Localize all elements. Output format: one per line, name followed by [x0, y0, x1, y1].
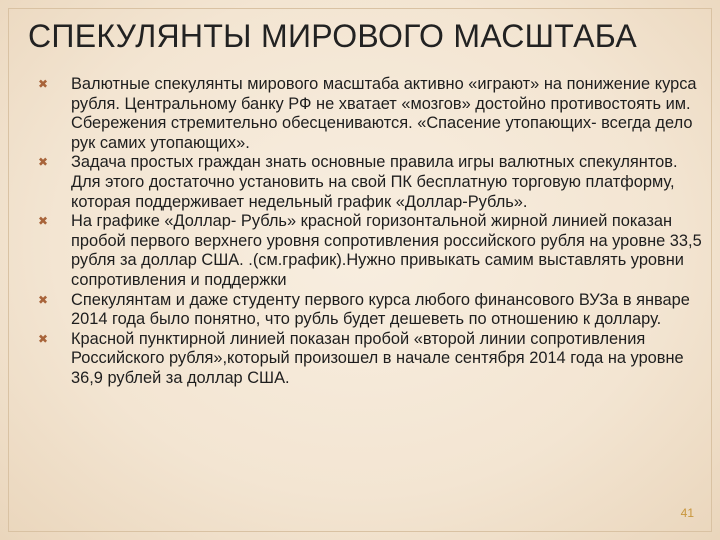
list-item — [38, 212, 710, 290]
x-mark-bullet-icon: ✖ — [38, 155, 49, 170]
x-mark-bullet-icon: ✖ — [38, 331, 49, 346]
list-item-text: Спекулянтам и даже студенту первого курса любого финансового ВУЗа в январе 2014 года было понятно, что рубль будет дешеветь по отношению к доллару. — [71, 290, 690, 329]
x-mark-bullet-icon: ✖ — [38, 77, 49, 91]
x-mark-bullet-icon: ✖ — [38, 292, 49, 307]
slide-title: СПЕКУЛЯНТЫ МИРОВОГО МАСШТАБА — [28, 18, 637, 54]
list-item-text: На графике «Доллар- Рубль» красной горизонтальной жирной линией показан пробой первого верхнего уровня сопротивления российского рубля на уровне 33,5 рубля за доллар США. .(см.график).Нужно привыкать самим выставлять уровни сопротивления и поддержки — [71, 212, 702, 289]
list-item — [38, 153, 710, 212]
list-item-text: Валютные спекулянты мирового масштаба активно «играют» на понижение курса рубля. Центральному банку РФ не хватает «мозгов» достойно противостоять им. Сбережения стремительно обесцениваются. «Спасение утопающих- всегда дело рук самих утопающих». — [71, 75, 697, 152]
bullet-list — [38, 75, 710, 389]
list-item-text: Красной пунктирной линией показан пробой «второй линии сопротивления Российского рубля»,который произошел в начале сентября 2014 года на уровне 36,9 рублей за доллар США. — [71, 329, 684, 387]
list-item — [38, 330, 710, 389]
list-item-text: Задача простых граждан знать основные правила игры валютных спекулянтов. Для этого достаточно установить на свой ПК бесплатную торговую платформу, которая поддерживает недельный график «Доллар-Рубль». — [71, 153, 678, 211]
list-item — [38, 291, 710, 330]
page-number: 41 — [680, 506, 694, 520]
list-item — [38, 75, 710, 153]
x-mark-bullet-icon: ✖ — [38, 214, 49, 229]
